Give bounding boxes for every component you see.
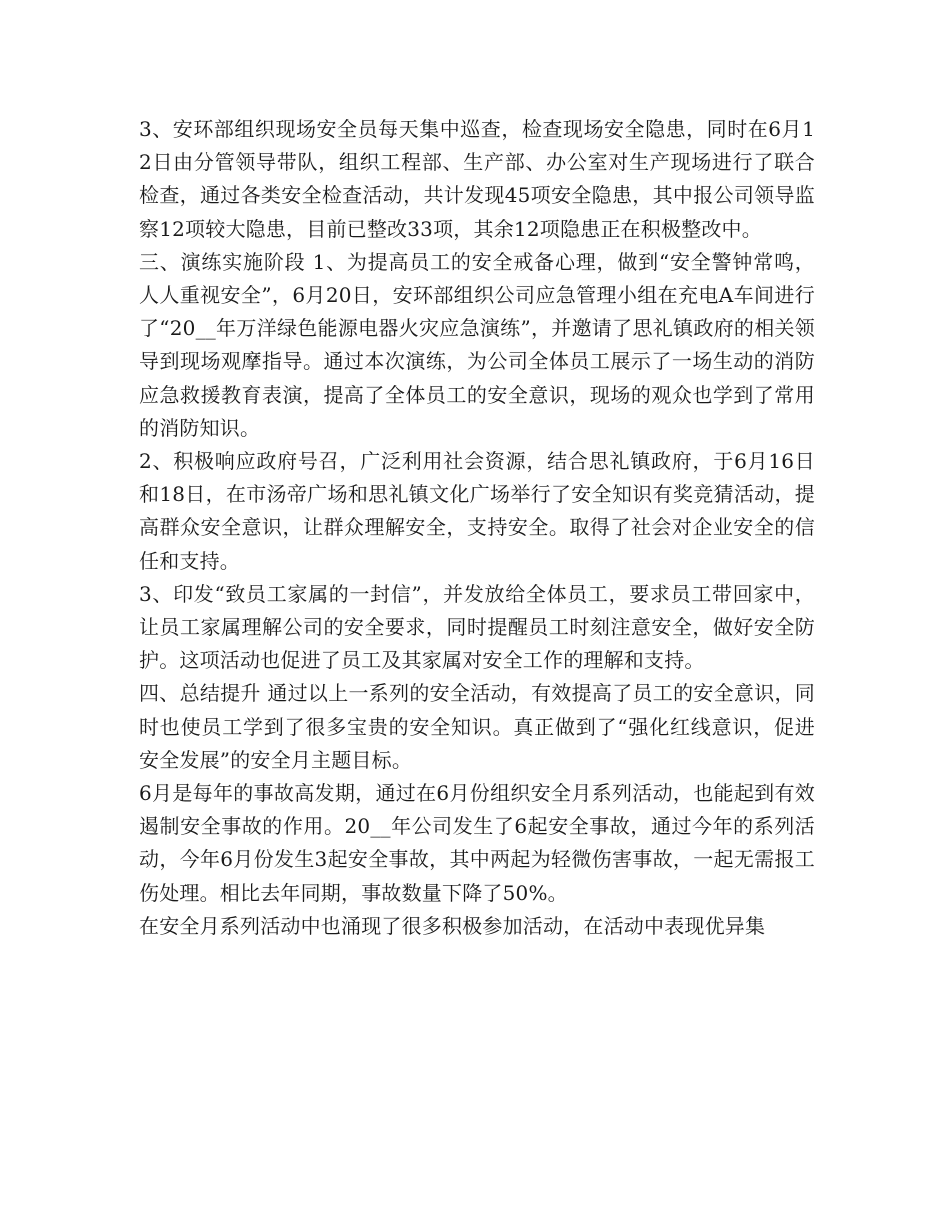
document-page — [139, 113, 815, 943]
paragraph-quiz-activity: 2、积极响应政府号召，广泛利用社会资源，结合思礼镇政府，于6月16日和18日，在市汤帝广场和思礼镇文化广场举行了安全知识有奖竞猜活动，提高群众安全意识，让群众理解安全，支持安全。取得了社会对企业安全的信任和支持。 — [139, 449, 815, 573]
paragraph-closing: 在安全月系列活动中也涌现了很多积极参加活动，在活动中表现优异集 — [139, 913, 766, 938]
paragraph-family-letter: 3、印发“致员工家属的一封信”，并发放给全体员工，要求员工带回家中，让员工家属理解公司的安全要求，同时提醒员工时刻注意安全，做好安全防护。这项活动也促进了员工及其家属对安全工作的理解和支持。 — [139, 581, 815, 673]
paragraph-inspection: 3、安环部组织现场安全员每天集中巡查，检查现场安全隐患，同时在6月12日由分管领导带队，组织工程部、生产部、办公室对生产现场进行了联合检查，通过各类安全检查活动，共计发现45项安全隐患，其中报公司领导监察12项较大隐患，目前已整改33项，其余12项隐患正在积极整改中。 — [139, 117, 815, 241]
paragraph-accident-stats: 6月是每年的事故高发期，通过在6月份组织安全月系列活动，也能起到有效遏制安全事故的作用。20__年公司发生了6起安全事故，通过今年的系列活动，今年6月份发生3起安全事故，其中两起为轻微伤害事故，一起无需报工伤处理。相比去年同期，事故数量下降了50%。 — [139, 781, 815, 905]
paragraph-summary: 四、总结提升 通过以上一系列的安全活动，有效提高了员工的安全意识，同时也使员工学到了很多宝贵的安全知识。真正做到了“强化红线意识，促进安全发展”的安全月主题目标。 — [139, 681, 815, 772]
paragraph-drill-stage: 三、演练实施阶段 1、为提高员工的安全戒备心理，做到“安全警钟常鸣，人人重视安全”，6月20日，安环部组织公司应急管理小组在充电A车间进行了“20__年万洋绿色能源电器火灾应急演练”，并邀请了思礼镇政府的相关领导到现场观摩指导。通过本次演练，为公司全体员工展示了一场生动的消防应急救援教育表演，提高了全体员工的安全意识，现场的观众也学到了常用的消防知识。 — [139, 249, 815, 440]
